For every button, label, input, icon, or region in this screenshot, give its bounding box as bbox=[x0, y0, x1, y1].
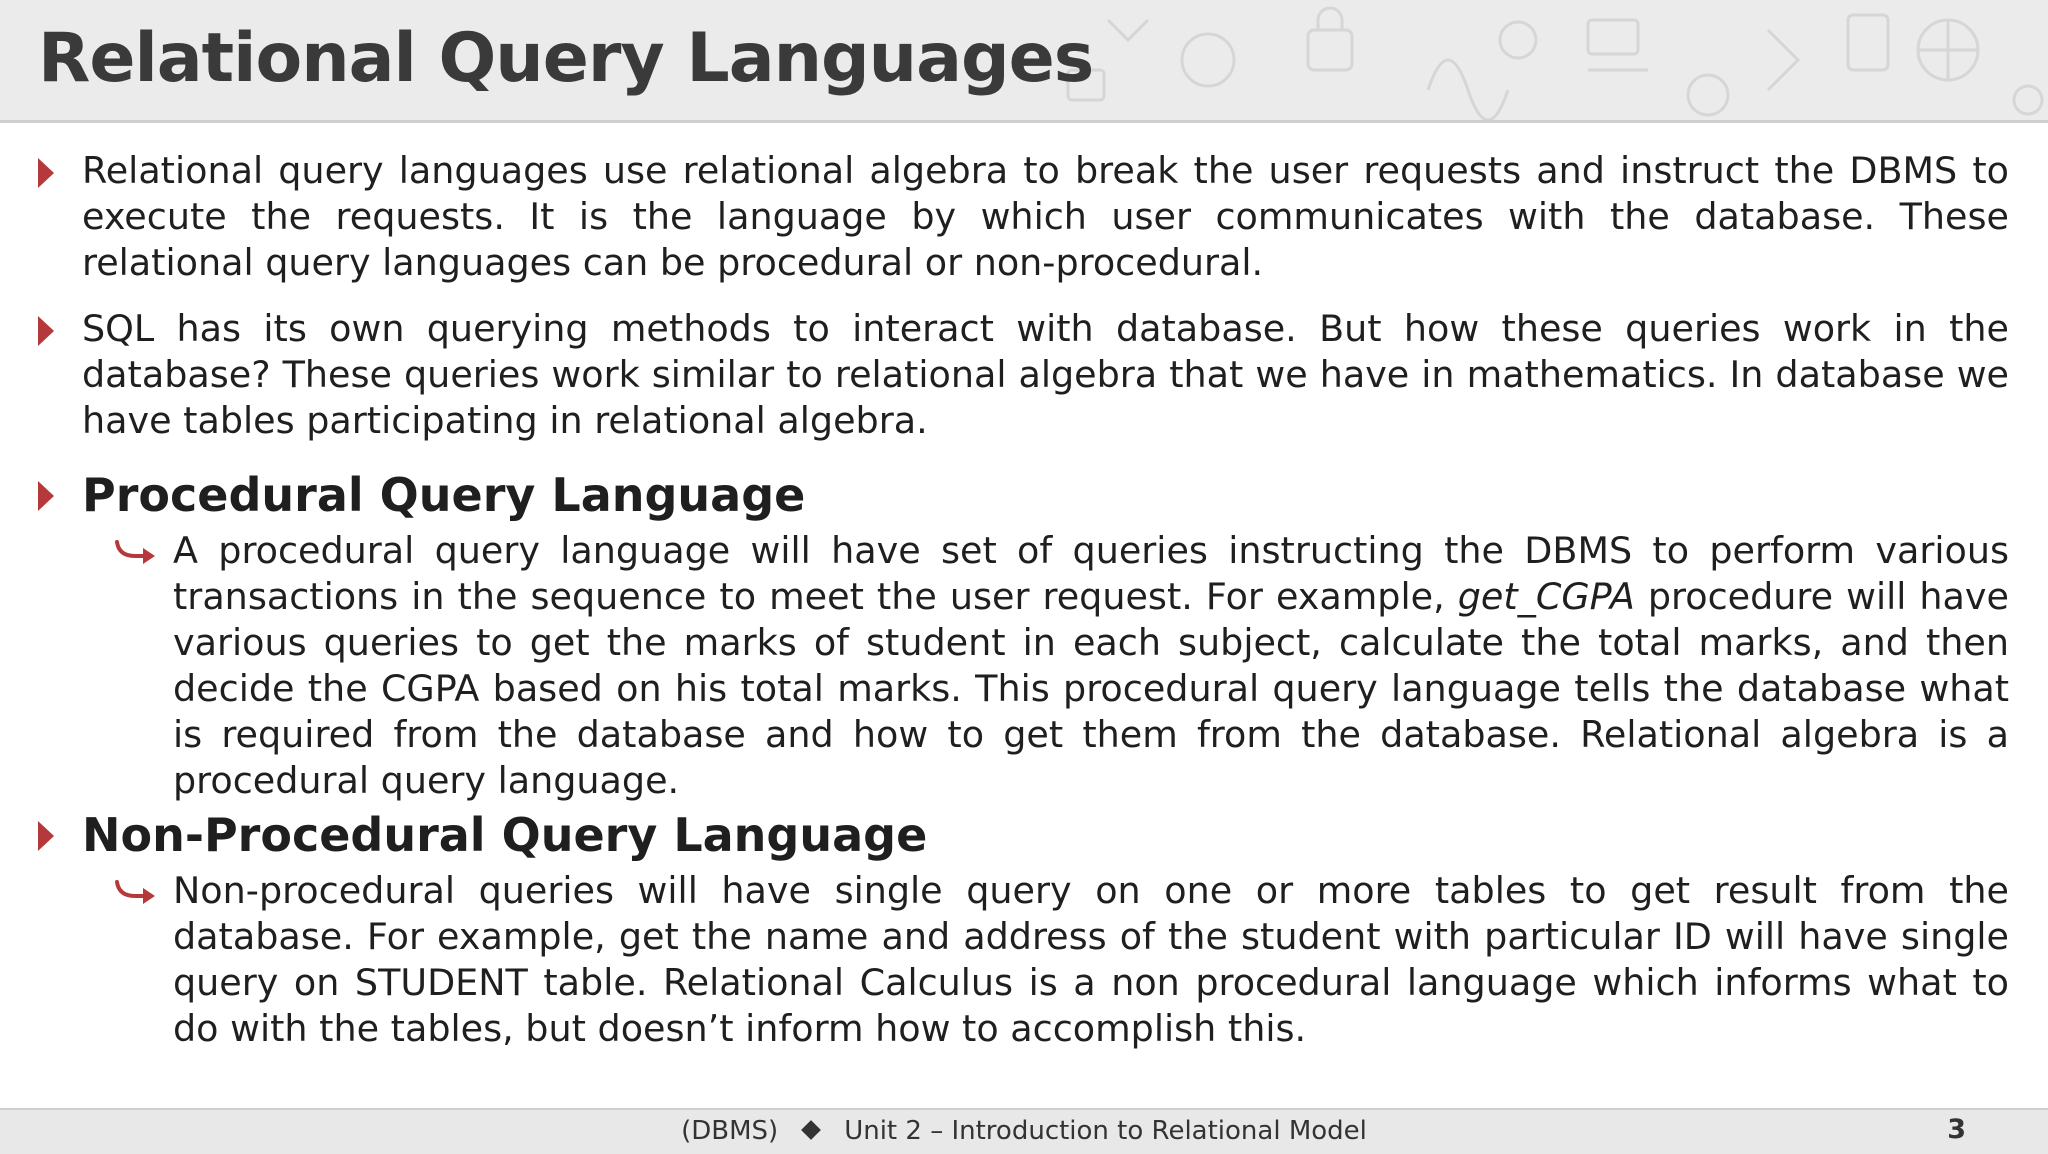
sub-bullet-item bbox=[173, 528, 2009, 804]
procedural-text-part2: procedure will have various queries to get the marks of student in each subject, calculate the total marks, and then decide the CGPA based on his total marks. This procedural query language tells the database what is required from the database and how to get them from the database. Relational algebra is a procedural query language. bbox=[173, 575, 2009, 802]
curved-arrow-icon bbox=[115, 878, 155, 904]
diamond-icon bbox=[801, 1120, 821, 1140]
non-procedural-heading: Non-Procedural Query Language bbox=[82, 808, 928, 862]
slide-content bbox=[0, 148, 2048, 1052]
procedural-text-part1: A procedural query language will have set of queries instructing the DBMS to perform various transactions in the sequence to meet the user request. For example, bbox=[173, 529, 2009, 618]
bullet-item bbox=[82, 306, 2009, 444]
page-number: 3 bbox=[1947, 1114, 1966, 1145]
non-procedural-text: Non-procedural queries will have single query on one or more tables to get result from the database. For example, get the name and address of the student with particular ID will have single query on STUDENT table. Relational Calculus is a non procedural language which informs what to do with the tables, but doesn’t inform how to accomplish this. bbox=[173, 869, 2009, 1050]
triangle-right-icon bbox=[38, 481, 54, 511]
footer-course: (DBMS) bbox=[681, 1116, 779, 1146]
procedural-heading: Procedural Query Language bbox=[82, 468, 806, 522]
bullet-text: SQL has its own querying methods to interact with database. But how these queries work in the database? These queries work similar to relational algebra that we have in mathematics. In database we have tables participating in relational algebra. bbox=[82, 307, 2009, 442]
bullet-item bbox=[82, 148, 2009, 286]
triangle-right-icon bbox=[38, 316, 54, 346]
section-heading-procedural bbox=[82, 464, 2009, 526]
background-doodles bbox=[1048, 0, 2048, 120]
bullet-text: Relational query languages use relational algebra to break the user requests and instruct the DBMS to execute the requests. It is the language by which user communicates with the database. These relational query languages can be procedural or non-procedural. bbox=[82, 149, 2009, 284]
sub-bullet-item bbox=[173, 868, 2009, 1052]
section-heading-non-procedural bbox=[82, 804, 2009, 866]
procedural-text bbox=[173, 528, 2009, 804]
procedure-name: get_CGPA bbox=[1457, 575, 1635, 618]
footer-caption bbox=[0, 1116, 2048, 1146]
slide-title: Relational Query Languages bbox=[38, 19, 1094, 98]
curved-arrow-icon bbox=[115, 538, 155, 564]
triangle-right-icon bbox=[38, 158, 54, 188]
footer-unit: Unit 2 – Introduction to Relational Model bbox=[844, 1116, 1367, 1146]
slide-footer bbox=[0, 1108, 2048, 1154]
slide-header bbox=[0, 0, 2048, 123]
triangle-right-icon bbox=[38, 821, 54, 851]
